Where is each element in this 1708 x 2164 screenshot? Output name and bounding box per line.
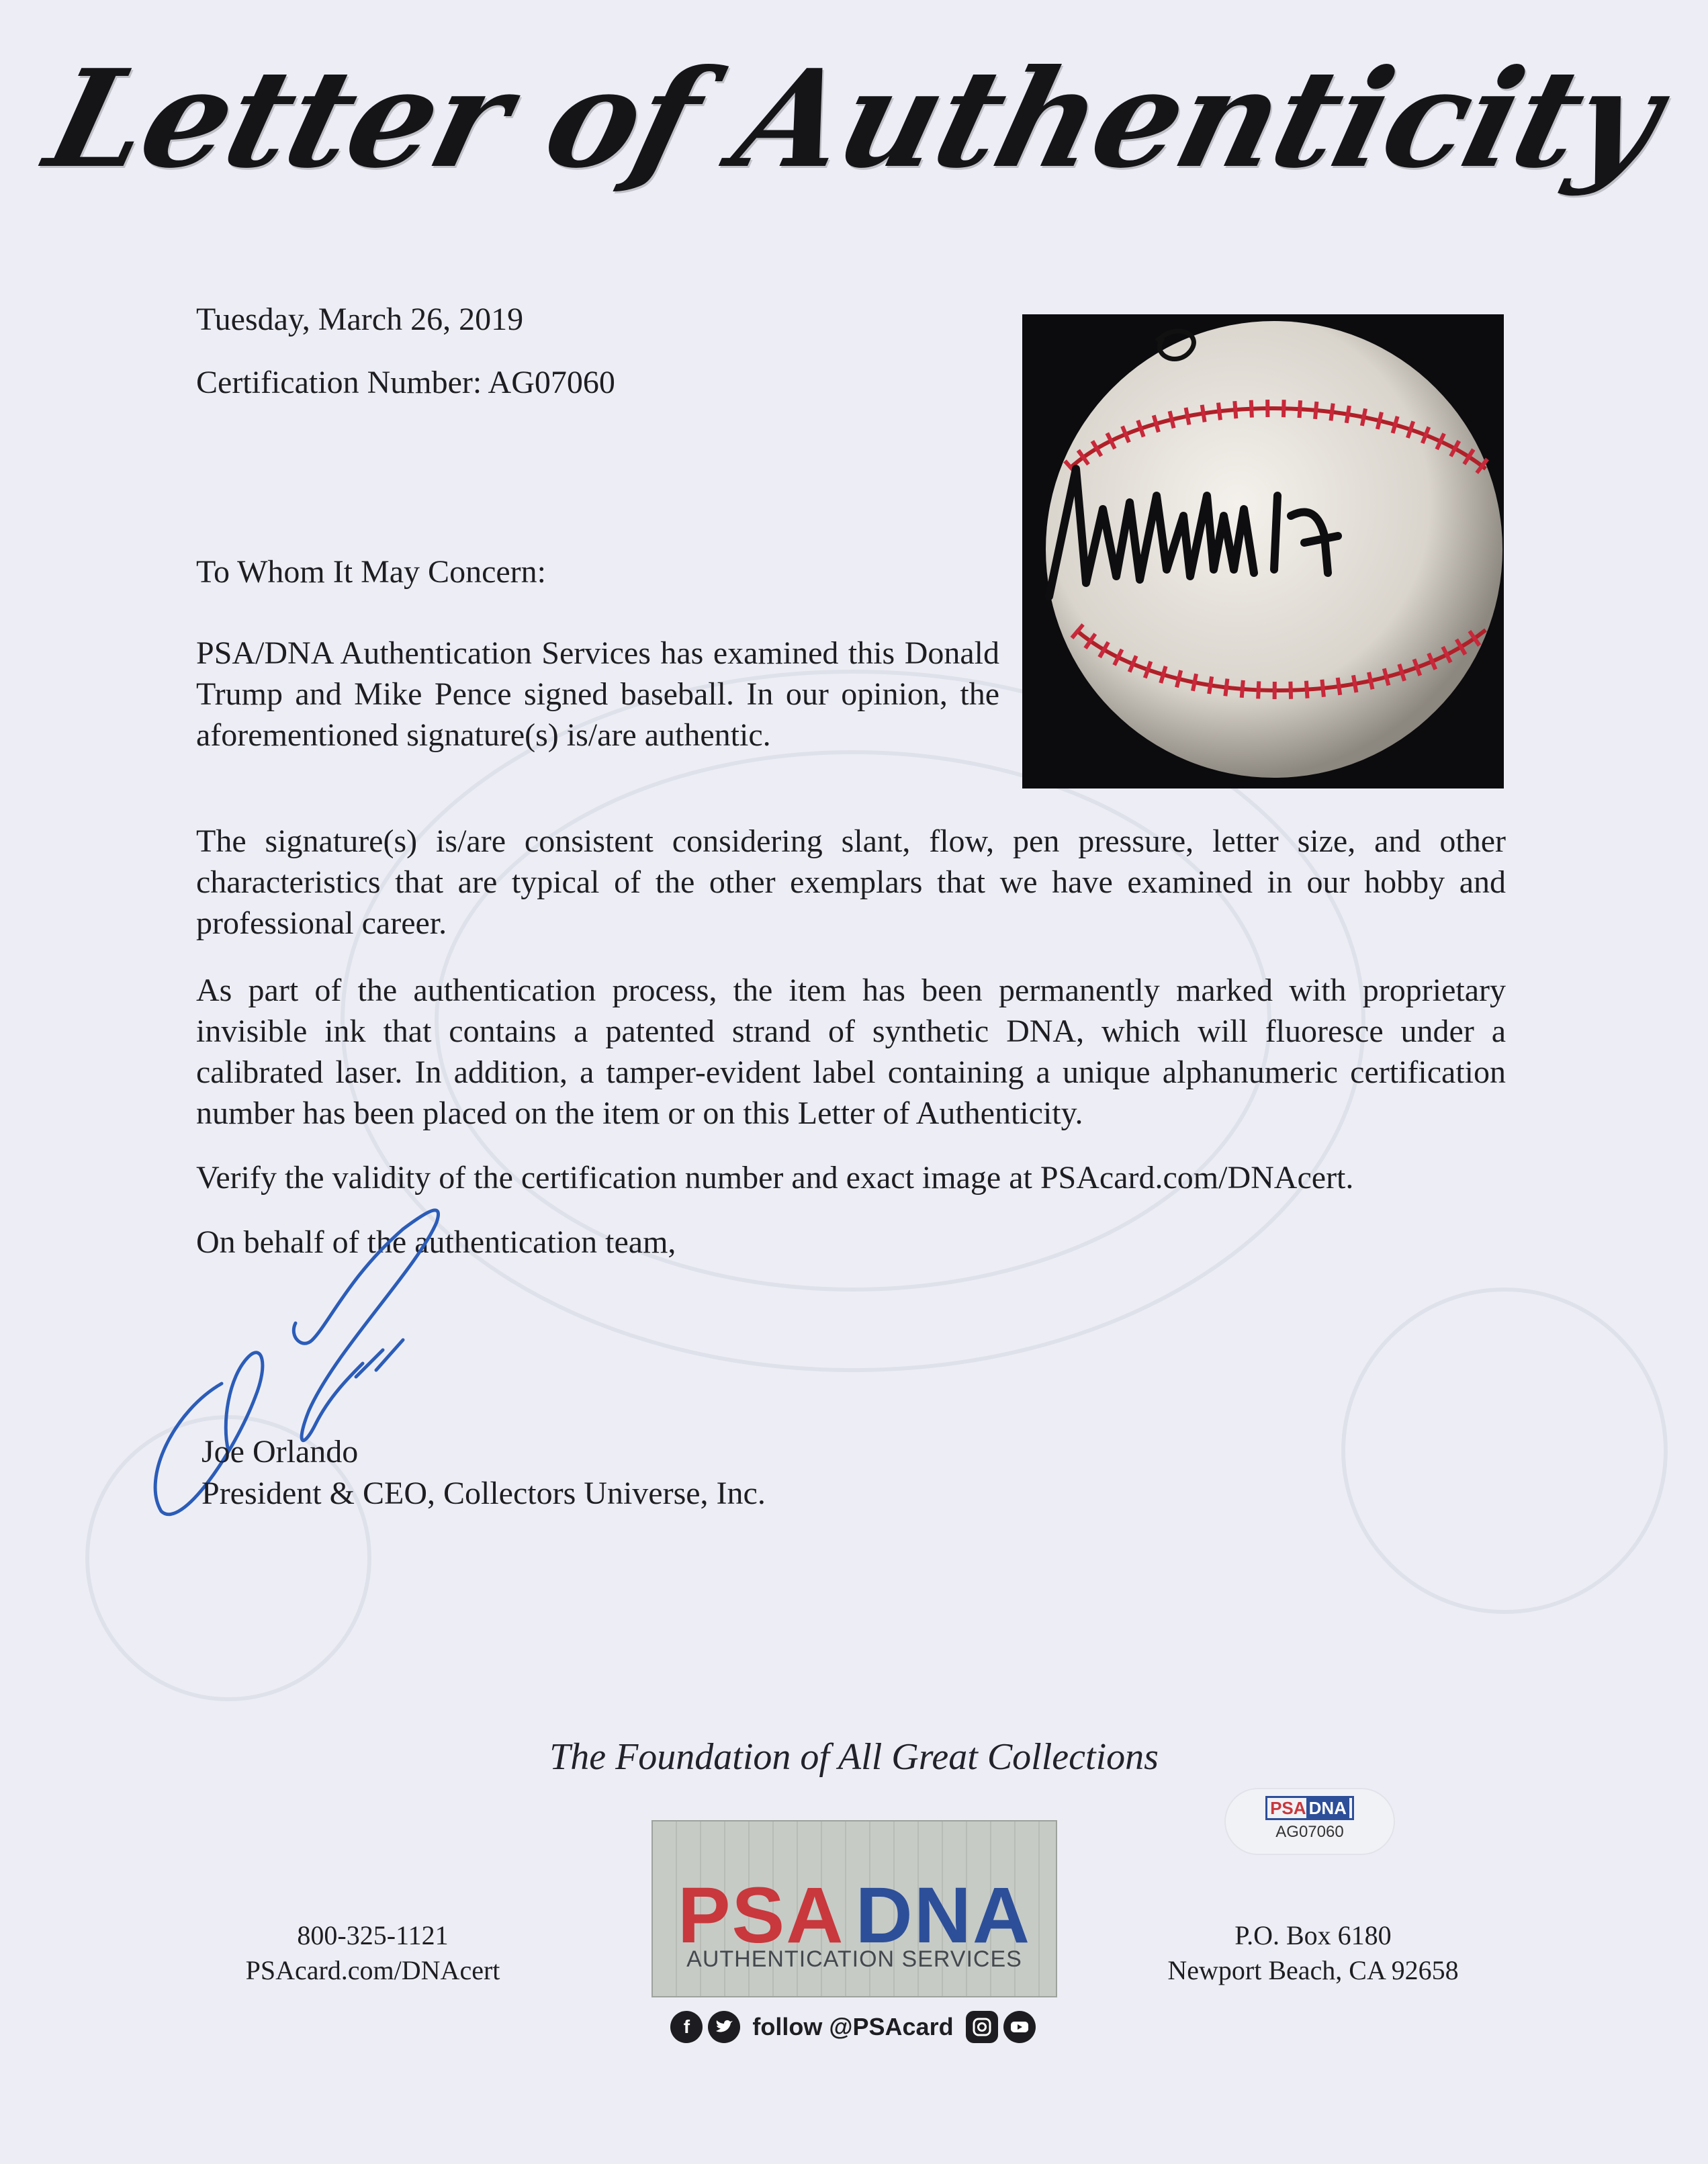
certification-number: Certification Number: AG07060 <box>196 365 615 400</box>
social-bar <box>651 2007 1054 2047</box>
footer-phone: 800-325-1121 <box>297 1920 449 1950</box>
footer-website: PSAcard.com/DNAcert <box>245 1955 500 1985</box>
address-line2: Newport Beach, CA 92658 <box>1167 1955 1459 1985</box>
paragraph-examined: PSA/DNA Authentication Services has examined this Donald Trump and Mike Pence signed baseball. In our opinion, the aforementioned signature(s) is/are authentic. <box>196 635 999 753</box>
signer-name: Joe Orlando <box>201 1434 359 1470</box>
page-title: Letter of Authenticity <box>33 40 1675 198</box>
letter-date: Tuesday, March 26, 2019 <box>196 302 524 337</box>
youtube-icon <box>1003 2011 1036 2043</box>
verify-text: Verify the validity of the certification number and exact image at PSAcard.com/DNAcert. <box>196 1160 1354 1196</box>
psa-dna-logo <box>651 1820 1057 1997</box>
signer-title: President & CEO, Collectors Universe, Inc. <box>201 1476 766 1511</box>
logo-dna-text: DNA <box>855 1871 1032 1960</box>
footer-tagline: The Foundation of All Great Collections <box>549 1736 1159 1778</box>
sticker-number: AG07060 <box>1275 1823 1344 1841</box>
closing-text: On behalf of the authentication team, <box>196 1224 676 1260</box>
follow-text: follow @PSAcard <box>752 2013 954 2040</box>
instagram-icon <box>966 2011 998 2043</box>
address-line1: P.O. Box 6180 <box>1234 1920 1392 1950</box>
paragraph-process: As part of the authentication process, the item has been permanently marked with proprietary invisible ink that contains a patented strand of synthetic DNA, which will fluoresce under a calibrated laser. In addition, a tamper-evident label containing a unique alphanumeric certification number has been placed on the item or on this Letter of Authenticity. <box>196 973 1506 1131</box>
footer-address <box>1162 1918 1464 1988</box>
certification-sticker <box>1226 1789 1394 1854</box>
baseball-photo <box>1022 314 1504 788</box>
sticker-logo-dna: DNA <box>1306 1798 1349 1818</box>
salutation: To Whom It May Concern: <box>196 554 546 590</box>
sticker-logo-psa: PSA <box>1270 1798 1306 1818</box>
facebook-icon: f <box>670 2011 703 2043</box>
sticker-logo <box>1265 1796 1354 1820</box>
twitter-icon <box>708 2011 740 2043</box>
logo-subtitle: AUTHENTICATION SERVICES <box>686 1946 1022 1972</box>
footer-contact <box>238 1918 507 1988</box>
paragraph-consistency: The signature(s) is/are consistent considering slant, flow, pen pressure, letter size, and other characteristics that are typical of the other exemplars that we have examined in our hobby and professional career. <box>196 823 1506 941</box>
logo-psa-text: PSA <box>677 1871 845 1960</box>
